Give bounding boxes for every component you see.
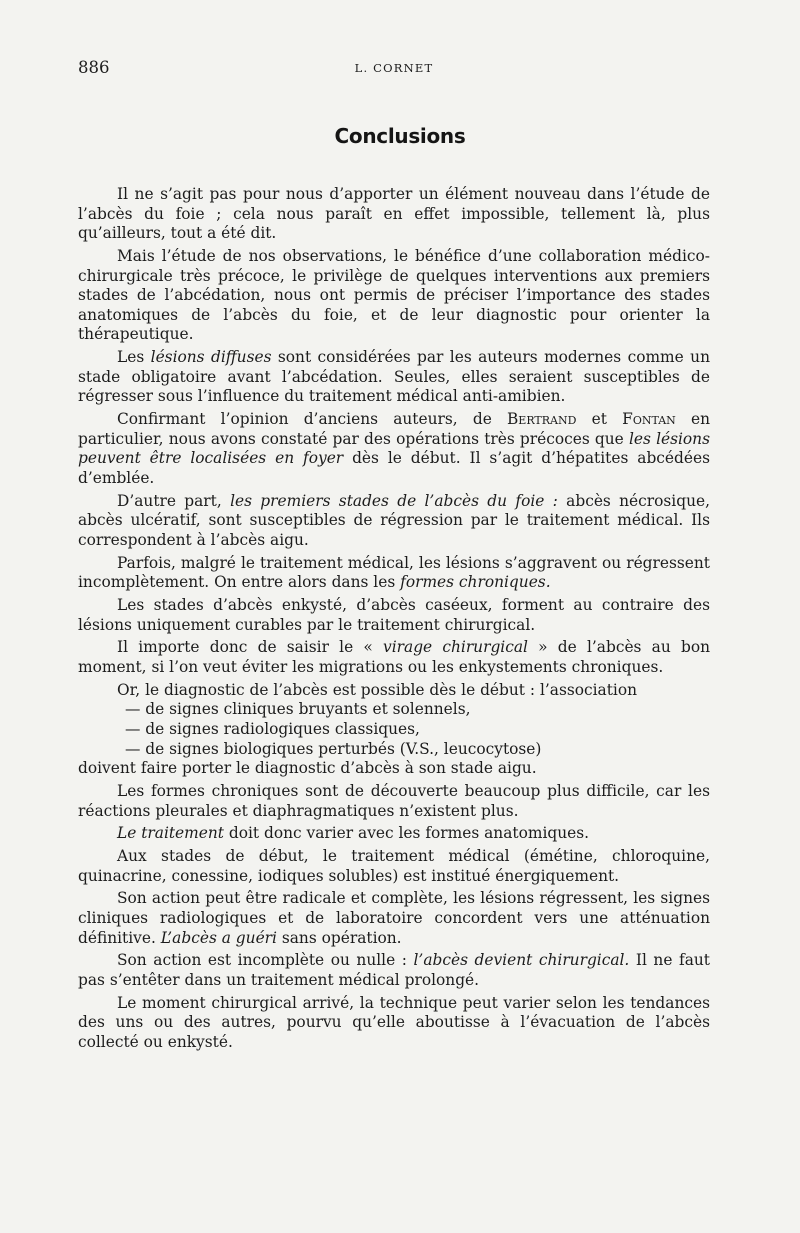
paragraph-13 — [78, 889, 710, 948]
text-run: abcès nécrosique, abcès ulcératif, sont susceptibles de régression par le traitement médical. Ils correspondent à l’abcès aigu. — [78, 491, 710, 549]
text-run: Confirmant l’opinion d’anciens auteurs, de — [117, 410, 507, 429]
paragraph-11 — [78, 824, 710, 844]
author-name-fontan: Fontan — [622, 410, 676, 429]
text-run: Il importe donc de saisir le « — [117, 638, 384, 657]
text-run: sont considérées par les auteurs modernes comme un stade obligatoire avant l’abcédation. Seules, elles seraient susceptibles de régresser sous l’influence du traitement médical anti-amibien. — [78, 348, 710, 406]
paragraph-12: Aux stades de début, le traitement médical (émétine, chloroquine, quinacrine, conessine, iodiques solubles) est institué énergiquement. — [78, 847, 710, 885]
text-run: doit donc varier avec les formes anatomiques. — [223, 824, 590, 843]
paragraph-14 — [78, 951, 710, 990]
text-run: Les — [117, 348, 151, 367]
emphasis-abces-a-gueri: L’abcès a guéri — [160, 928, 277, 947]
text-run: dès le début. Il s’agit d’hépatites abcédées d’emblée. — [78, 449, 710, 487]
emphasis-premiers-stades: les premiers stades de l’abcès du foie : — [230, 491, 558, 510]
paragraph-15: Le moment chirurgical arrivé, la technique peut varier selon les tendances des uns ou des autres, pourvu qu’elle aboutisse à l’évacuation de l’abcès collecté ou enkysté. — [78, 993, 710, 1051]
paragraph-8 — [78, 638, 710, 677]
list-item: — de signes radiologiques classiques, — [125, 719, 420, 738]
text-run: Son action est incomplète ou nulle : — [117, 951, 414, 970]
paragraph-9-intro: Or, le diagnostic de l’abcès est possible dès le début : l’association — [117, 680, 638, 699]
paragraph-5 — [78, 492, 710, 551]
page-header — [78, 58, 710, 82]
list-item: — de signes cliniques bruyants et solennels, — [125, 700, 471, 719]
body-text — [78, 185, 710, 1056]
paragraph-7: Les stades d’abcès enkysté, d’abcès caséeux, forment au contraire des lésions uniquement curables par le traitement chirurgical. — [78, 596, 710, 634]
paragraph-6 — [78, 554, 710, 593]
author-name-bertrand: Bertrand — [507, 410, 577, 429]
paragraph-4 — [78, 410, 710, 488]
text-run: » de l’abcès au bon moment, si l’on veut éviter les migrations ou les enkystements chroniques. — [78, 638, 711, 676]
emphasis-le-traitement: Le traitement — [117, 824, 224, 843]
text-run: D’autre part, — [117, 491, 231, 510]
paragraph-9-outro: doivent faire porter le diagnostic d’abcès à son stade aigu. — [78, 759, 537, 778]
paragraph-10: Les formes chroniques sont de découverte beaucoup plus difficile, car les réactions pleurales et diaphragmatiques n’existent plus. — [78, 781, 710, 820]
text-run: en particulier, nous avons constaté par des opérations très précoces que — [78, 410, 711, 448]
text-run: Son action peut être radicale et complète, les lésions régressent, les signes cliniques radiologiques et de laboratoire concordent vers une atténuation définitive. — [78, 889, 710, 947]
text-run: Parfois, malgré le traitement médical, les lésions s’aggravent ou régressent incomplètement. On entre alors dans les — [78, 553, 710, 592]
running-head: L. CORNET — [354, 61, 434, 75]
emphasis-lesions-diffuses: lésions diffuses — [150, 348, 272, 367]
list-item: — de signes biologiques perturbés (V.S., leucocytose) — [125, 739, 542, 758]
emphasis-formes-chroniques: formes chroniques. — [400, 573, 551, 592]
section-title: Conclusions — [334, 124, 466, 148]
page-number: 886 — [78, 58, 110, 77]
paragraph-1: Il ne s’agit pas pour nous d’apporter un élément nouveau dans l’étude de l’abcès du foie ; cela nous paraît en effet impossible, tellement là, plus qu’ailleurs, tout a été dit. — [78, 185, 710, 243]
emphasis-virage-chirurgical: virage chirurgical — [383, 638, 528, 657]
text-run: sans opération. — [276, 928, 402, 947]
emphasis-localisees: les lésions peuvent être localisées en foyer — [78, 429, 710, 468]
text-run: Il ne faut pas s’entêter dans un traitement médical prolongé. — [78, 951, 710, 989]
paragraph-2: Mais l’étude de nos observations, le bénéfice d’une collaboration médico-chirurgicale très précoce, le privilège de quelques interventions aux premiers stades de l’abcédation, nous ont permis de préciser l’importance des stades anatomiques de l’abcès du foie, et de leur diagnostic pour orienter la thérapeutique. — [78, 246, 710, 344]
emphasis-abces-chirurgical: l’abcès devient chirurgical. — [413, 951, 630, 970]
text-run: et — [576, 410, 623, 429]
paragraph-3 — [78, 348, 710, 407]
